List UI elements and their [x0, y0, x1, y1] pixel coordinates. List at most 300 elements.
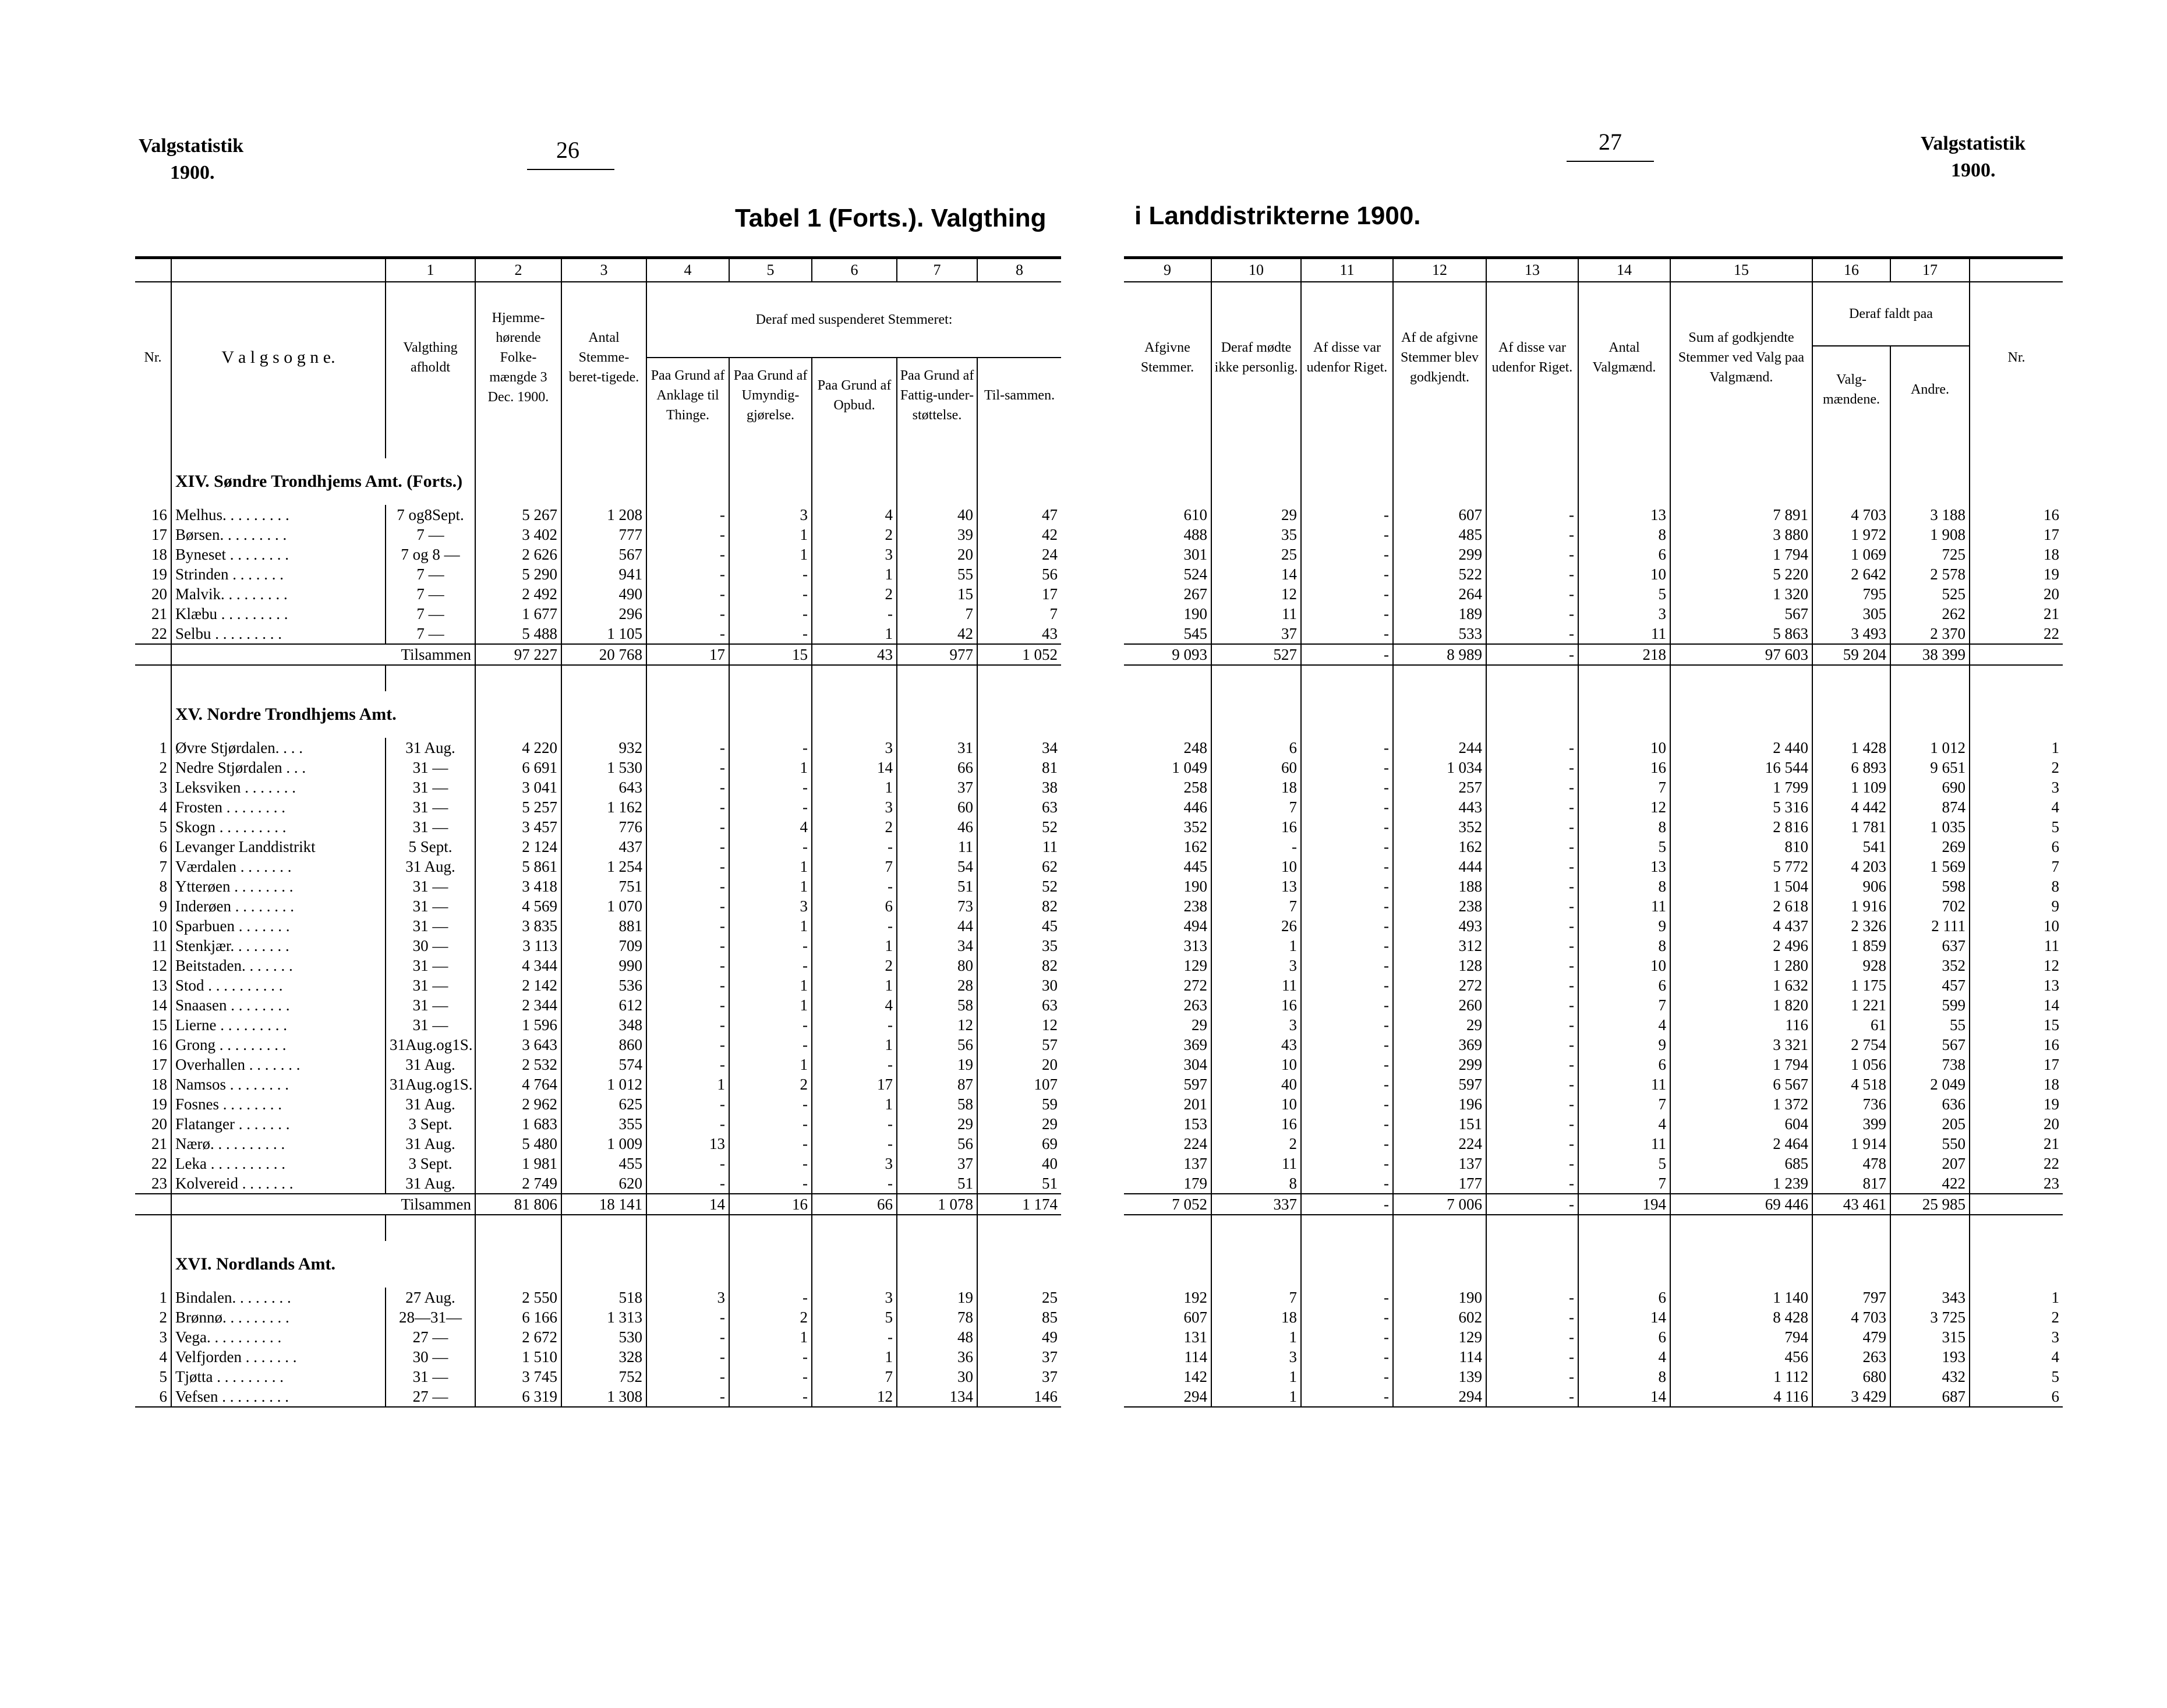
cell-held: 31 —: [386, 876, 475, 896]
cell-v15: 7 891: [1670, 505, 1812, 525]
total-s4: 14: [646, 1194, 729, 1215]
cell-v16: 263: [1812, 1347, 1890, 1367]
cell-s4: -: [646, 1094, 729, 1114]
cell-v17: 422: [1890, 1173, 1970, 1194]
row-number: 6: [159, 838, 167, 855]
cell-s7: 34: [897, 936, 977, 956]
cell-s6: 1: [812, 1347, 897, 1367]
cell-held: 7 og 8 —: [386, 544, 475, 564]
cell-held: 31 —: [386, 995, 475, 1015]
cell-v9: 545: [1183, 625, 1207, 642]
total-v16: 43 461: [1812, 1194, 1890, 1215]
cell-v17: 3 725: [1890, 1307, 1970, 1327]
table-row: [135, 837, 1061, 857]
cell-s8: 82: [977, 896, 1061, 916]
cell-v17: 457: [1890, 975, 1970, 995]
cell-s5: -: [729, 956, 812, 975]
cell-v14: 5: [1578, 1154, 1670, 1173]
spacer-cell: [977, 458, 1061, 505]
row-number-right: 17: [1970, 525, 2063, 544]
spacer-cell: [1578, 433, 1670, 458]
cell-v16: 4 703: [1812, 1307, 1890, 1327]
cell-v15: 1 794: [1670, 544, 1812, 564]
cell-v17: 1 012: [1890, 738, 1970, 758]
table-row: [1124, 1327, 2063, 1347]
total-s8: 1 052: [977, 644, 1061, 665]
total-pop: 97 227: [475, 644, 561, 665]
cell-s4: -: [646, 936, 729, 956]
cell-elig: 348: [561, 1015, 646, 1035]
row-number: 3: [159, 779, 167, 796]
cell-held: 7 —: [386, 604, 475, 624]
col-number: 12: [1393, 258, 1486, 282]
cell-v10: 16: [1211, 995, 1301, 1015]
cell-v12: 522: [1393, 564, 1486, 584]
spacer-cell: [1812, 1241, 1890, 1288]
spacer-cell: [171, 1215, 386, 1241]
cell-v12: 244: [1393, 738, 1486, 758]
cell-v12: 443: [1393, 797, 1486, 817]
cell-v9: 131: [1183, 1328, 1207, 1346]
table-row: [1124, 1055, 2063, 1074]
spacer-cell: [1124, 458, 1211, 505]
spacer-cell: [1670, 433, 1812, 458]
spacer-cell: [135, 433, 171, 458]
cell-pop: 3 745: [475, 1367, 561, 1387]
row-number: 14: [151, 996, 167, 1014]
cell-s4: -: [646, 797, 729, 817]
row-number-right: 5: [1970, 1367, 2063, 1387]
table-row: [1124, 797, 2063, 817]
table-row: [135, 817, 1061, 837]
cell-s8: 35: [977, 936, 1061, 956]
cell-v11: -: [1301, 857, 1393, 876]
cell-v15: 2 816: [1670, 817, 1812, 837]
cell-v10: 40: [1211, 1074, 1301, 1094]
cell-s5: 3: [729, 505, 812, 525]
spacer-cell: [1670, 1215, 1812, 1241]
spacer-cell: [561, 691, 646, 738]
cell-elig: 776: [561, 817, 646, 837]
total-elig: 20 768: [561, 644, 646, 665]
spacer-cell: [1486, 1215, 1578, 1241]
cell-v13: -: [1486, 857, 1578, 876]
cell-held: 31 —: [386, 1367, 475, 1387]
cell-v12: 1 034: [1393, 758, 1486, 777]
row-number-right: 22: [1970, 624, 2063, 644]
row-number-right: 23: [1970, 1173, 2063, 1194]
total-s4: 17: [646, 644, 729, 665]
cell-s6: 3: [812, 1288, 897, 1307]
cell-elig: 355: [561, 1114, 646, 1134]
cell-v10: 26: [1211, 916, 1301, 936]
spacer-cell: [1486, 691, 1578, 738]
spacer-cell: [1301, 1241, 1393, 1288]
spacer-cell: [475, 1215, 561, 1241]
row-number: 19: [151, 1095, 167, 1113]
cell-v10: 3: [1211, 1015, 1301, 1035]
cell-s7: 39: [897, 525, 977, 544]
spacer-cell: [561, 665, 646, 691]
total-row: [1124, 1194, 2063, 1215]
cell-s8: 56: [977, 564, 1061, 584]
row-number: 4: [159, 798, 167, 816]
cell-pop: 5 488: [475, 624, 561, 644]
table-row: [135, 896, 1061, 916]
row-number-right: 1: [1970, 738, 2063, 758]
row-number-right: 16: [1970, 505, 2063, 525]
spacer-cell: [812, 665, 897, 691]
cell-v11: -: [1301, 1327, 1393, 1347]
spacer-cell: [977, 1215, 1061, 1241]
cell-held: 3 Sept.: [386, 1114, 475, 1134]
cell-s4: -: [646, 1347, 729, 1367]
cell-v14: 7: [1578, 777, 1670, 797]
row-number: 19: [151, 565, 167, 583]
municipality-name: Levanger Landdistrikt: [171, 837, 386, 857]
cell-held: 31 Aug.: [386, 1055, 475, 1074]
cell-v12: 196: [1393, 1094, 1486, 1114]
cell-v13: -: [1486, 1134, 1578, 1154]
cell-v12: 294: [1393, 1387, 1486, 1407]
spacer-cell: [1578, 1241, 1670, 1288]
table-row: [135, 797, 1061, 817]
table-row: [135, 1015, 1061, 1035]
cell-v9: 258: [1183, 779, 1207, 796]
spacer-cell: [135, 665, 171, 691]
cell-s4: -: [646, 624, 729, 644]
cell-s7: 58: [897, 1094, 977, 1114]
spacer-cell: [977, 433, 1061, 458]
cell-v16: 1 221: [1812, 995, 1890, 1015]
cell-s7: 46: [897, 817, 977, 837]
cell-v10: 10: [1211, 1094, 1301, 1114]
header-tilsammen: Til-sammen.: [977, 358, 1061, 433]
cell-pop: 5 257: [475, 797, 561, 817]
spacer-cell: [977, 1241, 1061, 1288]
municipality-name: Grong . . . . . . . . .: [171, 1035, 386, 1055]
cell-s5: 1: [729, 876, 812, 896]
header-afgivne-stemmer: Afgivne Stemmer.: [1140, 340, 1194, 375]
cell-s4: -: [646, 837, 729, 857]
cell-pop: 1 981: [475, 1154, 561, 1173]
row-number: 17: [151, 1056, 167, 1073]
spacer-cell: [1124, 1241, 1211, 1288]
municipality-name: Leka . . . . . . . . . .: [171, 1154, 386, 1173]
table-row: [135, 916, 1061, 936]
cell-v9: 304: [1183, 1056, 1207, 1073]
table-row: [135, 936, 1061, 956]
cell-v14: 10: [1578, 738, 1670, 758]
cell-v10: 10: [1211, 857, 1301, 876]
row-number: 13: [151, 977, 167, 994]
cell-v16: 736: [1812, 1094, 1890, 1114]
cell-v10: 35: [1211, 525, 1301, 544]
header-sum-godkjendte: Sum af godkjendte Stemmer ved Valg paa Valgmænd.: [1670, 282, 1812, 433]
running-title-left: Valgstatistik: [139, 135, 244, 157]
cell-pop: 5 861: [475, 857, 561, 876]
total-s6: 66: [812, 1194, 897, 1215]
cell-v16: 2 326: [1812, 916, 1890, 936]
table-row: [1124, 1307, 2063, 1327]
cell-v12: 597: [1393, 1074, 1486, 1094]
cell-v15: 794: [1670, 1327, 1812, 1347]
cell-s7: 56: [897, 1035, 977, 1055]
running-year-left: 1900.: [170, 162, 215, 183]
cell-s7: 37: [897, 1154, 977, 1173]
row-number-right: 12: [1970, 956, 2063, 975]
spacer-cell: [1578, 665, 1670, 691]
cell-v11: -: [1301, 1055, 1393, 1074]
spacer-cell: [1211, 458, 1301, 505]
table-row: [135, 857, 1061, 876]
cell-held: 31 Aug.: [386, 1094, 475, 1114]
municipality-name: Frosten . . . . . . . .: [171, 797, 386, 817]
cell-v11: -: [1301, 1307, 1393, 1327]
cell-held: 31Aug.og1S.: [386, 1074, 475, 1094]
col-number: 17: [1890, 258, 1970, 282]
cell-s8: 25: [977, 1288, 1061, 1307]
cell-v14: 6: [1578, 1055, 1670, 1074]
cell-v12: 260: [1393, 995, 1486, 1015]
cell-v10: 43: [1211, 1035, 1301, 1055]
cell-s6: 1: [812, 975, 897, 995]
cell-s8: 24: [977, 544, 1061, 564]
cell-v11: -: [1301, 584, 1393, 604]
spacer-cell: [1970, 1215, 2063, 1241]
cell-v11: -: [1301, 738, 1393, 758]
cell-v11: -: [1301, 1288, 1393, 1307]
cell-v15: 3 880: [1670, 525, 1812, 544]
municipality-name: Lierne . . . . . . . . .: [171, 1015, 386, 1035]
cell-v15: 2 618: [1670, 896, 1812, 916]
cell-v15: 1 239: [1670, 1173, 1812, 1194]
cell-v10: 11: [1211, 1154, 1301, 1173]
cell-v14: 8: [1578, 525, 1670, 544]
cell-v13: -: [1486, 738, 1578, 758]
cell-v9: 597: [1183, 1076, 1207, 1093]
cell-elig: 1 313: [561, 1307, 646, 1327]
cell-v17: 262: [1890, 604, 1970, 624]
cell-v16: 541: [1812, 837, 1890, 857]
cell-v13: -: [1486, 896, 1578, 916]
total-s7: 977: [897, 644, 977, 665]
spacer-cell: [812, 458, 897, 505]
cell-v12: 139: [1393, 1367, 1486, 1387]
cell-s6: 6: [812, 896, 897, 916]
cell-held: 31 Aug.: [386, 857, 475, 876]
cell-pop: 5 267: [475, 505, 561, 525]
cell-v11: -: [1301, 797, 1393, 817]
municipality-name: Stod . . . . . . . . . .: [171, 975, 386, 995]
cell-v13: -: [1486, 1094, 1578, 1114]
municipality-name: Byneset . . . . . . . .: [171, 544, 386, 564]
cell-v14: 7: [1578, 1173, 1670, 1194]
row-number-right: 6: [1970, 837, 2063, 857]
spacer-cell: [561, 433, 646, 458]
municipality-name: Flatanger . . . . . . .: [171, 1114, 386, 1134]
section-title-row: [1124, 458, 2063, 505]
cell-pop: 4 569: [475, 896, 561, 916]
municipality-name: Overhallen . . . . . . .: [171, 1055, 386, 1074]
col-number: 15: [1670, 258, 1812, 282]
cell-elig: 1 208: [561, 505, 646, 525]
cell-v17: 567: [1890, 1035, 1970, 1055]
cell-s4: -: [646, 1387, 729, 1407]
cell-s6: -: [812, 1015, 897, 1035]
cell-v13: -: [1486, 1367, 1578, 1387]
cell-s7: 11: [897, 837, 977, 857]
municipality-name: Øvre Stjørdalen. . . .: [171, 738, 386, 758]
cell-s5: -: [729, 1173, 812, 1194]
cell-v15: 2 440: [1670, 738, 1812, 758]
table-row: [135, 624, 1061, 644]
spacer-cell: [1812, 665, 1890, 691]
cell-v14: 14: [1578, 1307, 1670, 1327]
spacer-cell: [1393, 1241, 1486, 1288]
cell-v11: -: [1301, 525, 1393, 544]
cell-v11: -: [1301, 876, 1393, 896]
cell-s8: 47: [977, 505, 1061, 525]
cell-held: 30 —: [386, 936, 475, 956]
cell-v14: 7: [1578, 1094, 1670, 1114]
cell-v13: -: [1486, 544, 1578, 564]
cell-s8: 62: [977, 857, 1061, 876]
spacer-cell: [171, 433, 386, 458]
row-number: 9: [159, 897, 167, 915]
cell-held: 31 —: [386, 817, 475, 837]
cell-v16: 1 781: [1812, 817, 1890, 837]
cell-s6: 7: [812, 1367, 897, 1387]
col-number: 6: [812, 258, 897, 282]
row-number: 20: [151, 585, 167, 603]
section-title: XV. Nordre Trondhjems Amt.: [171, 691, 475, 738]
cell-s7: 56: [897, 1134, 977, 1154]
col-number: 14: [1578, 258, 1670, 282]
municipality-name: Namsos . . . . . . . .: [171, 1074, 386, 1094]
cell-s4: -: [646, 777, 729, 797]
cell-v12: 299: [1393, 1055, 1486, 1074]
table-row: [135, 738, 1061, 758]
cell-s4: -: [646, 1154, 729, 1173]
spacer-cell: [561, 1241, 646, 1288]
cell-v12: 352: [1393, 817, 1486, 837]
cell-v14: 8: [1578, 876, 1670, 896]
cell-s8: 63: [977, 797, 1061, 817]
spacer-cell: [729, 458, 812, 505]
cell-v16: 4 703: [1812, 505, 1890, 525]
cell-v11: -: [1301, 1347, 1393, 1367]
cell-s7: 19: [897, 1288, 977, 1307]
cell-v17: 193: [1890, 1347, 1970, 1367]
cell-s5: -: [729, 584, 812, 604]
cell-v16: 1 914: [1812, 1134, 1890, 1154]
spacer-cell: [812, 691, 897, 738]
total-s5: 15: [729, 644, 812, 665]
section-title-row: [135, 1241, 1061, 1288]
cell-s4: -: [646, 604, 729, 624]
spacer-cell: [812, 1215, 897, 1241]
cell-s8: 81: [977, 758, 1061, 777]
cell-v13: -: [1486, 624, 1578, 644]
cell-v11: -: [1301, 1154, 1393, 1173]
cell-s5: -: [729, 738, 812, 758]
cell-v10: 2: [1211, 1134, 1301, 1154]
cell-held: 31 —: [386, 975, 475, 995]
table-row: [1124, 936, 2063, 956]
cell-s6: 14: [812, 758, 897, 777]
cell-v9: 201: [1183, 1095, 1207, 1113]
cell-s8: 29: [977, 1114, 1061, 1134]
section-title-row: [1124, 691, 2063, 738]
spacer-row: [1124, 1215, 2063, 1241]
row-number-right: 3: [1970, 1327, 2063, 1347]
table-row: [1124, 624, 2063, 644]
cell-v14: 8: [1578, 1367, 1670, 1387]
cell-v12: 162: [1393, 837, 1486, 857]
cell-v9: 162: [1183, 838, 1207, 855]
cell-v17: 687: [1890, 1387, 1970, 1407]
section-title-row: [1124, 1241, 2063, 1288]
cell-v12: 299: [1393, 544, 1486, 564]
spacer-cell: [1211, 1215, 1301, 1241]
cell-v13: -: [1486, 817, 1578, 837]
cell-v15: 1 112: [1670, 1367, 1812, 1387]
row-number: 4: [159, 1348, 167, 1366]
cell-v11: -: [1301, 505, 1393, 525]
cell-v17: 725: [1890, 544, 1970, 564]
cell-s8: 30: [977, 975, 1061, 995]
cell-v17: 315: [1890, 1327, 1970, 1347]
cell-v16: 3 493: [1812, 624, 1890, 644]
cell-v14: 11: [1578, 624, 1670, 644]
cell-s8: 63: [977, 995, 1061, 1015]
cell-v10: 7: [1211, 797, 1301, 817]
cell-v14: 5: [1578, 584, 1670, 604]
cell-s7: 42: [897, 624, 977, 644]
cell-s8: 82: [977, 956, 1061, 975]
cell-s7: 48: [897, 1327, 977, 1347]
cell-s4: 13: [646, 1134, 729, 1154]
header-godkjendt: Af de afgivne Stemmer blev godkjendt.: [1393, 282, 1486, 433]
cell-v15: 604: [1670, 1114, 1812, 1134]
spacer-cell: [561, 1215, 646, 1241]
spacer-row: [135, 1215, 1061, 1241]
spacer-cell: [1578, 1215, 1670, 1241]
cell-v9: 524: [1183, 565, 1207, 583]
cell-s5: -: [729, 1367, 812, 1387]
spacer-cell: [1812, 458, 1890, 505]
cell-v14: 10: [1578, 564, 1670, 584]
table-row: [1124, 584, 2063, 604]
cell-held: 31 —: [386, 777, 475, 797]
cell-v16: 1 859: [1812, 936, 1890, 956]
cell-v15: 5 220: [1670, 564, 1812, 584]
cell-s8: 107: [977, 1074, 1061, 1094]
cell-s4: -: [646, 896, 729, 916]
cell-v12: 369: [1393, 1035, 1486, 1055]
row-number: 5: [159, 1368, 167, 1385]
municipality-name: Nærø. . . . . . . . . .: [171, 1134, 386, 1154]
cell-v17: 598: [1890, 876, 1970, 896]
spacer-cell: [1211, 433, 1301, 458]
cell-elig: 530: [561, 1327, 646, 1347]
cell-elig: 296: [561, 604, 646, 624]
cell-v15: 1 320: [1670, 584, 1812, 604]
cell-elig: 437: [561, 837, 646, 857]
cell-v17: 599: [1890, 995, 1970, 1015]
spacer-cell: [386, 1215, 475, 1241]
